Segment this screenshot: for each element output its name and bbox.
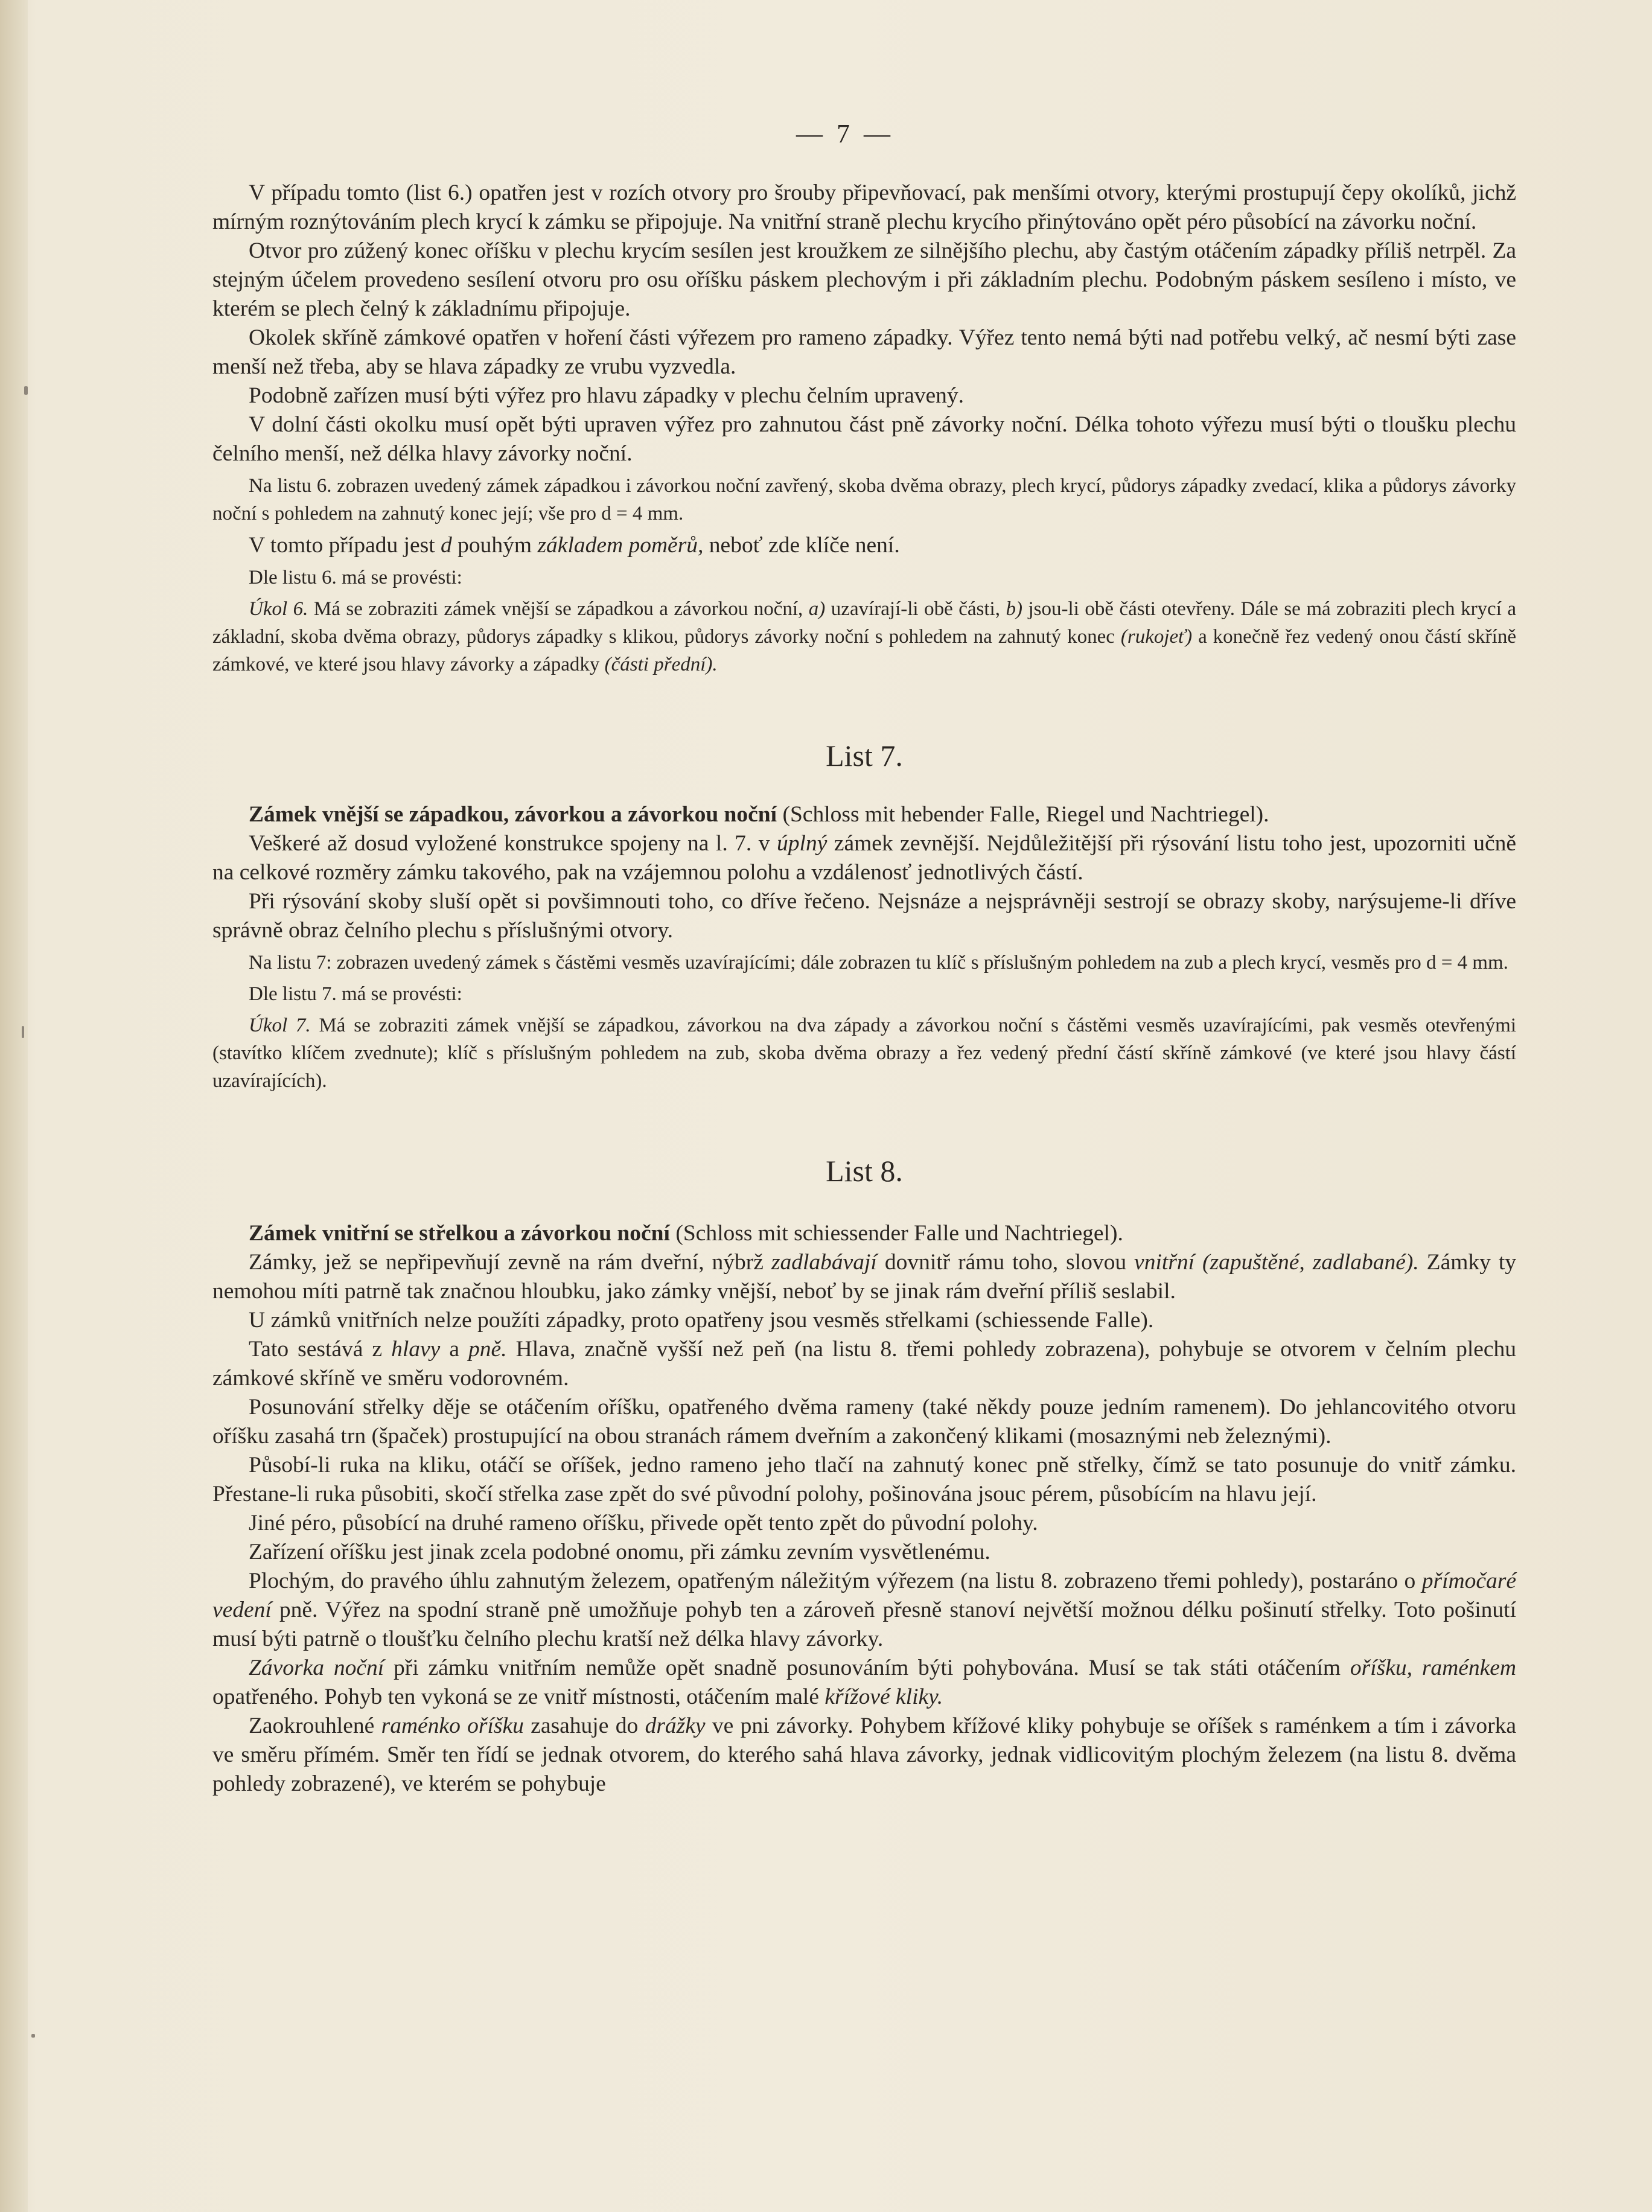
- paragraph: V tomto případu jest d pouhým základem poměrů, neboť zde klíče není.: [249, 533, 900, 558]
- task-6: Úkol 6. Má se zobraziti zámek vnější se západkou a závorkou noční, a) uzavírají-li obě části, b) jsou-li obě části otevřeny. Dále se má zobraziti plech krycí a základní, skoba dvěma obrazy, půdorys západky s klikou, půdorys závorky noční s pohledem na zahnutý konec (rukojeť) a konečně řez vedený onou částí skříně zámkové, ve které jsou hlavy závorky a západky (části přední).: [212, 598, 1517, 675]
- binding-edge: [0, 0, 28, 2212]
- sheet-note: Na listu 6. zobrazen uvedený zámek západkou i závorkou noční zavřený, skoba dvěma obrazy, plech krycí, půdorys západky zvedací, klika a půdorys závorky noční s pohledem na zahnutý konec její; vše pro d = 4 mm.: [212, 475, 1516, 524]
- todo-line: Dle listu 6. má se provésti:: [249, 567, 462, 588]
- paragraph: Zámky, jež se nepřipevňují zevně na rám dveřní, nýbrž zadlabávají dovnitř rámu toho, slovou vnitřní (zapuštěné, zadlabané). Zámky ty nemohou míti patrně tak značnou hloubku, jako zámky vnější, neboť by se jinak rám dveřní příliš seslabil.: [212, 1250, 1517, 1304]
- paragraph: Zaokrouhlené raménko oříšku zasahuje do drážky ve pni závorky. Pohybem křížové kliky pohybuje se oříšek s raménkem a tím i závorka ve směru přímém. Směr ten řídí se jednak otvorem, do kterého sahá hlava závorky, jednak vidlicovitým plochým železem (na listu 8. dvěma pohledy zobrazené), ve kterém se pohybuje: [212, 1713, 1517, 1796]
- binding-spot: [22, 1026, 24, 1038]
- paragraph: Při rýsování skoby sluší opět si povšimnouti toho, co dříve řečeno. Nejsnáze a nejsprávněji sestrojí se obrazy skoby, narýsujeme-li dříve správně obraz čelního plechu s příslušnými otvory.: [212, 889, 1516, 943]
- page-body: [212, 179, 1516, 1799]
- paragraph: Plochým, do pravého úhlu zahnutým železem, opatřeným náležitým výřezem (na listu 8. zobrazeno třemi pohledy), postaráno o přímočaré vedení pně. Výřez na spodní straně pně umožňuje pohyb ten a zároveň přesně stanoví největší možnou délku pošinutí střelky. Toto pošinutí musí býti patrně o tloušťku čelního plechu kratší než délka hlavy závorky.: [212, 1569, 1517, 1651]
- sheet-note: Na listu 7: zobrazen uvedený zámek s částěmi vesměs uzavírajícími; dále zobrazen tu klíč s příslušným pohledem na zub a plech krycí, vesměs pro d = 4 mm.: [249, 952, 1508, 974]
- paragraph: V dolní části okolku musí opět býti upraven výřez pro zahnutou část pně závorky noční. Délka tohoto výřezu musí býti o tloušku plechu čelního menší, než délka hlavy závorky noční.: [212, 412, 1516, 466]
- paragraph: Veškeré až dosud vyložené konstrukce spojeny na l. 7. v úplný zámek zevnější. Nejdůležitější při rýsování listu toho jest, upozorniti učně na celkové rozměry zámku takového, pak na vzájemnou polohu a vzdálenosť jednotlivých částí.: [212, 831, 1516, 885]
- paragraph: Zařízení oříšku jest jinak zcela podobné onomu, při zámku zevním vysvětlenému.: [249, 1540, 990, 1564]
- task-label: Úkol 6.: [249, 598, 308, 620]
- paragraph: Závorka noční při zámku vnitřním nemůže opět snadně posunováním býti pohybována. Musí se tak státi otáčením oříšku, raménkem opatřeného. Pohyb ten vykoná se ze vnitř místnosti, otáčením malé křížové kliky.: [212, 1656, 1517, 1709]
- paragraph: Posunování střelky děje se otáčením oříšku, opatřeného dvěma rameny (také někdy pouze jedním ramenem). Do jehlancovitého otvoru oříšku zasahá trn (špaček) prostupující na obou stranách rámem dveřním a zakončený klikami (mosaznými neb železnými).: [212, 1395, 1516, 1449]
- paragraph: U zámků vnitřních nelze použíti západky, proto opatřeny jsou vesměs střelkami (schiessende Falle).: [249, 1308, 1154, 1333]
- paragraph: Jiné péro, působící na druhé rameno oříšku, přivede opět tento zpět do původní polohy.: [249, 1511, 1038, 1535]
- task-7: Úkol 7. Má se zobraziti zámek vnější se západkou, závorkou na dva západy a závorkou noční s částěmi vesměs uzavírajícími, pak vesměs otevřenými (stavítko klíčem zvednute); klíč s příslušným pohledem na zub, skoba dvěma obrazy a řez vedený přední částí skříně zámkové (ve které jsou hlavy částí uzavírajících).: [212, 1015, 1517, 1092]
- paragraph: Tato sestává z hlavy a pně. Hlava, značně vyšší než peň (na listu 8. třemi pohledy zobrazena), pohybuje se otvorem v čelním plechu zámkové skříně ve směru vodorovném.: [212, 1337, 1517, 1391]
- section-subtitle: Zámek vnější se západkou, závorkou a závorkou noční (Schloss mit hebender Falle, Riegel und Nachtriegel).: [249, 802, 1269, 827]
- section-heading-list-8: List 8.: [826, 1154, 903, 1188]
- paragraph: Okolek skříně zámkové opatřen v hoření části výřezem pro rameno západky. Výřez tento nemá býti nad potřebu velký, ač nesmí býti zase menší než třeba, aby se hlava západky ze vrubu vyzvedla.: [212, 325, 1516, 379]
- task-label: Úkol 7.: [249, 1015, 311, 1036]
- section-subtitle: Zámek vnitřní se střelkou a závorkou noční (Schloss mit schiessender Falle und Nachtriegel).: [249, 1221, 1123, 1246]
- paragraph: V případu tomto (list 6.) opatřen jest v rozích otvory pro šrouby připevňovací, pak menšími otvory, kterými prostupují čepy okolíků, jichž mírným roznýtováním plech krycí k zámku se připojuje. Na vnitřní straně plechu krycího přinýtováno opět péro působící na závorku noční.: [212, 180, 1516, 234]
- paragraph: Podobně zařízen musí býti výřez pro hlavu západky v plechu čelním upravený.: [249, 383, 965, 408]
- todo-line: Dle listu 7. má se provésti:: [249, 983, 462, 1005]
- paragraph: Působí-li ruka na kliku, otáčí se oříšek, jedno rameno jeho tlačí na zahnutý konec pně střelky, čímž se tato posunuje do vnitř zámku. Přestane-li ruka působiti, skočí střelka zase zpět do své původní polohy, pošinována jsouc pérem, působícím na hlavu její.: [212, 1453, 1516, 1506]
- section-heading-list-7: List 7.: [826, 739, 903, 773]
- paragraph: Otvor pro zúžený konec oříšku v plechu krycím sesílen jest kroužkem ze silnějšího plechu, aby častým otáčením západky příliš netrpěl. Za stejným účelem provedeno sesílení otvoru pro osu oříšku páskem plechovým i při základním plechu. Podobným páskem sesíleno i místo, ve kterém se plech čelný k základnímu připojuje.: [212, 238, 1516, 321]
- page-number: — 7 —: [796, 119, 894, 148]
- binding-spot: [31, 2034, 35, 2038]
- binding-spot: [24, 386, 28, 395]
